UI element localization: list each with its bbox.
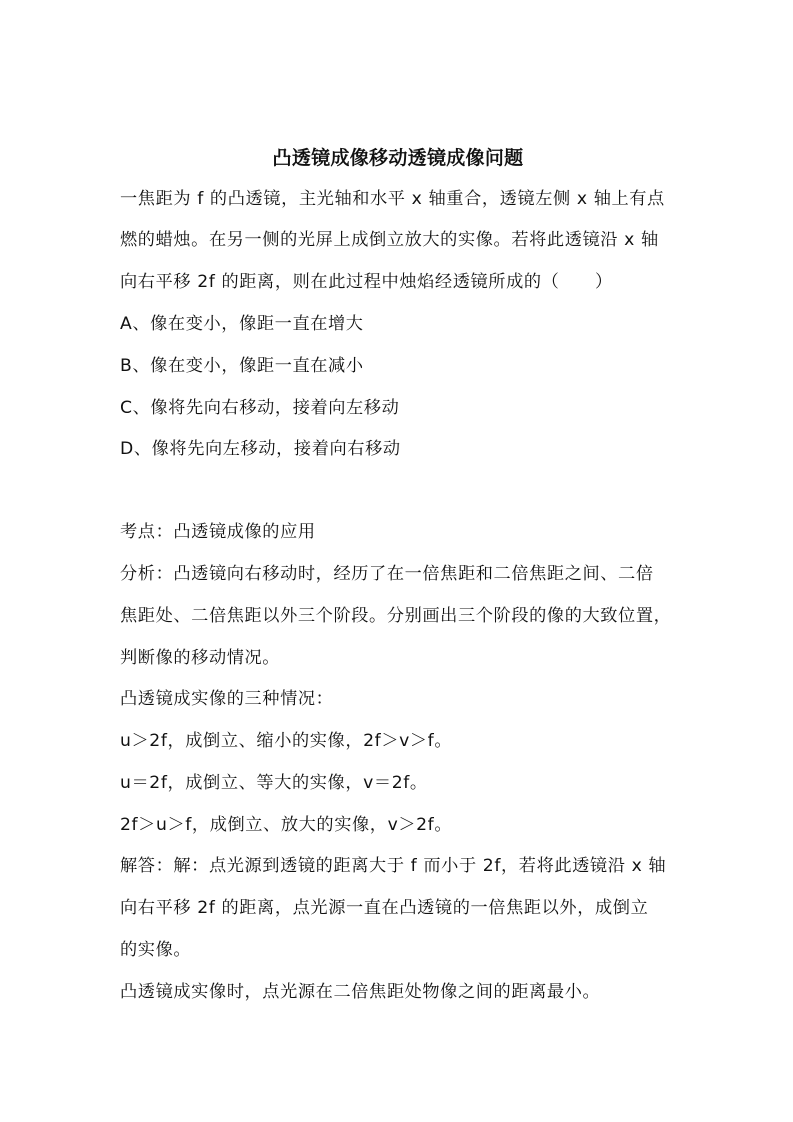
option-d: D、像将先向左移动，接着向右移动 bbox=[120, 439, 401, 459]
analysis-line-3: 判断像的移动情况。 bbox=[120, 648, 281, 668]
option-b: B、像在变小，像距一直在减小 bbox=[120, 356, 364, 376]
question-line-1: 一焦距为 f 的凸透镜，主光轴和水平 x 轴重合，透镜左侧 x 轴上有点 bbox=[120, 189, 665, 209]
option-c: C、像将先向右移动，接着向左移动 bbox=[120, 398, 400, 418]
case-item-2: u＝2f，成倒立、等大的实像，v＝2f。 bbox=[120, 773, 428, 793]
answer-conclusion: 凸透镜成实像时，点光源在二倍焦距处物像之间的距离最小。 bbox=[120, 982, 601, 1002]
case-item-1: u＞2f，成倒立、缩小的实像，2f＞v＞f。 bbox=[120, 731, 453, 751]
answer-line-3: 的实像。 bbox=[120, 940, 192, 960]
analysis-line-1: 分析：凸透镜向右移动时，经历了在一倍焦距和二倍焦距之间、二倍 bbox=[120, 564, 654, 584]
answer-line-1: 解答：解：点光源到透镜的距离大于 f 而小于 2f，若将此透镜沿 x 轴 bbox=[120, 856, 667, 876]
cases-heading: 凸透镜成实像的三种情况： bbox=[120, 689, 334, 709]
option-a: A、像在变小，像距一直在增大 bbox=[120, 314, 364, 334]
answer-line-2: 向右平移 2f 的距离，点光源一直在凸透镜的一倍焦距以外，成倒立 bbox=[120, 898, 649, 918]
analysis-line-2: 焦距处、二倍焦距以外三个阶段。分别画出三个阶段的像的大致位置， bbox=[120, 606, 672, 626]
question-line-2: 燃的蜡烛。在另一侧的光屏上成倒立放大的实像。若将此透镜沿 x 轴 bbox=[120, 230, 659, 250]
case-item-3: 2f＞u＞f，成倒立、放大的实像，v＞2f。 bbox=[120, 815, 453, 835]
knowledge-point: 考点：凸透镜成像的应用 bbox=[120, 522, 316, 542]
question-line-3: 向右平移 2f 的距离，则在此过程中烛焰经透镜所成的（ ） bbox=[120, 272, 613, 292]
document-title: 凸透镜成像移动透镜成像问题 bbox=[272, 147, 524, 169]
